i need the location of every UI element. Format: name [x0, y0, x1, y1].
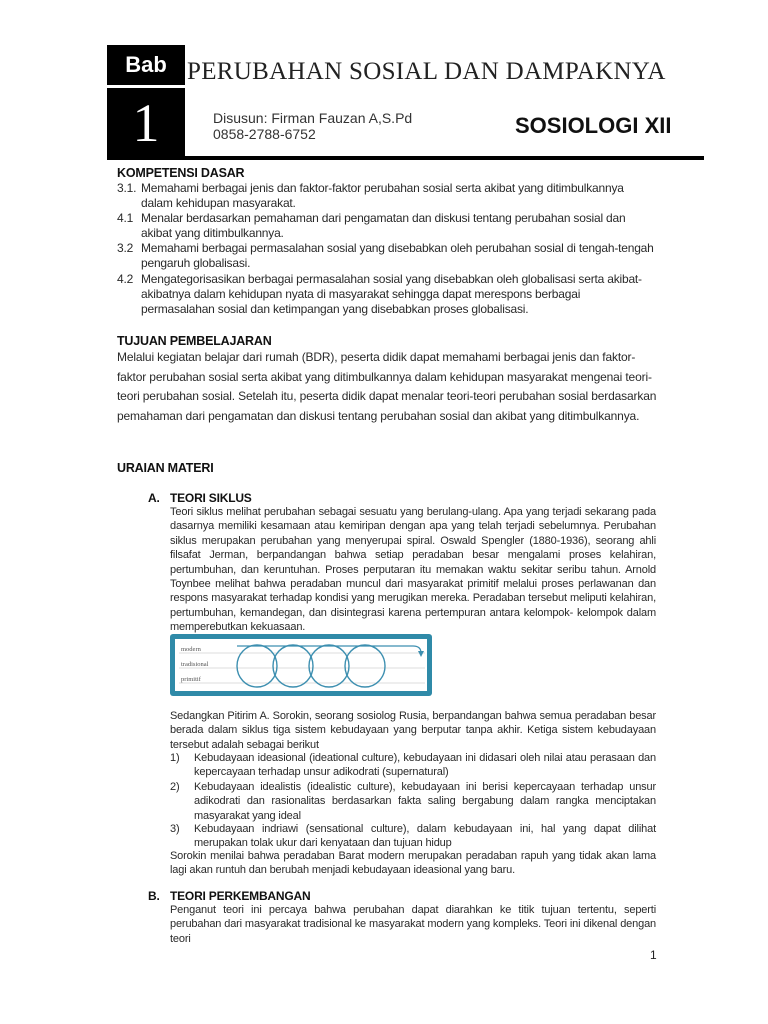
kd-line: Menalar berdasarkan pemahaman dari pengamatan dan diskusi tentang perubahan sosial dan: [141, 211, 626, 225]
section-b-paragraph-1: Penganut teori ini percaya bahwa perubahan dapat diarahkan ke titik tujuan tertentu, seperti perubahan dari masyarakat tradisional ke masyarakat modern yang kompleks. Teori ini dikenal dengan teori: [170, 904, 656, 945]
tujuan-line: teori perubahan sosial. Setelah itu, peserta didik dapat menalar teori-teori perubahan sosial berdasarkan: [117, 389, 657, 403]
cycle-diagram-panel: [175, 639, 427, 691]
kompetensi-title: KOMPETENSI DASAR: [117, 166, 245, 180]
kd-item: [117, 241, 657, 271]
section-a-paragraph-1: Teori siklus melihat perubahan sebagai sesuatu yang berulang-ulang. Apa yang terjadi sekarang pada dasarnya memiliki kesamaan atau kemiripan dengan apa yang telah terjadi sebelumnya. Perubahan siklus merupakan perubahan yang menyerupai spiral. Oswald Spengler (1880-1936), seorang ahli filsafat Jerman, berpandangan bahwa setiap peradaban besar mengalami proses kelahiran, pertumbuhan, dan keruntuhan. Proses perputaran itu memakan waktu sekitar seribu tahun. Arnold Toynbee melihat bahwa peradaban muncul dari masyarakat primitif melalui proses perlawanan dan respons masyarakat terhadap kondisi yang merugikan mereka. Peradaban tersebut meliputi kelahiran, pertumbuhan, kemandegan, dan disintegrasi karena pertempuran antara kelompok- kelompok dalam memperebutkan kekuasaan.: [170, 506, 656, 634]
section-b-letter: B.: [148, 889, 160, 903]
section-a-letter: A.: [148, 491, 160, 505]
kd-line: pengaruh globalisasi.: [141, 255, 251, 270]
tujuan-line: pemahaman dari pengamatan dan diskusi tentang perubahan sosial dan akibat yang ditimbulkannya.: [117, 408, 640, 423]
kd-number: 4.2: [117, 272, 134, 286]
subject-title: SOSIOLOGI XII: [515, 113, 672, 138]
list-text: Kebudayaan idealistis (idealistic culture), kebudayaan ini berisi kepercayaan terhadap unsur adikodrati dan rasionalitas berdasarkan fakta saling bergabung dalam rangka menciptakan masyarakat yang ideal: [194, 781, 656, 822]
cycle-loop: [237, 645, 277, 687]
kd-line: Memahami berbagai permasalahan sosial yang disebabkan oleh perubahan sosial di tengah-tengah: [141, 241, 654, 255]
diagram-label-modern: modern: [181, 646, 201, 653]
list-item: [170, 822, 656, 851]
page-number: 1: [650, 948, 657, 962]
tujuan-line: faktor perubahan sosial serta akibat yang ditimbulkannya dalam kehidupan masyarakat mengenai teori-: [117, 369, 652, 384]
kd-number: 3.2: [117, 241, 134, 255]
bab-label: Bab: [125, 52, 167, 77]
kd-number: 3.1.: [117, 181, 137, 195]
kd-line: akibatnya dalam kehidupan nyata di masyarakat sehingga dapat merespons berbagai: [141, 286, 581, 301]
list-number: 1): [170, 752, 180, 764]
kd-item: [117, 211, 657, 241]
chapter-number-box: [107, 88, 185, 158]
cycle-diagram: [170, 634, 432, 696]
kd-line: akibat yang ditimbulkannya.: [141, 225, 284, 240]
kd-line: permasalahan sosial dan ketimpangan yang disebabkan proses globalisasi.: [141, 301, 529, 316]
list-number: 2): [170, 781, 180, 793]
spiral-cycle-graphic: [175, 639, 427, 691]
list-item: [170, 780, 656, 823]
arrow-down-icon: [418, 651, 424, 657]
author-line: Disusun: Firman Fauzan A,S.Pd: [213, 110, 413, 126]
cycle-loop: [309, 645, 349, 687]
tujuan-title: TUJUAN PEMBELAJARAN: [117, 334, 272, 348]
cycle-loop: [345, 645, 385, 687]
chapter-number: 1: [132, 93, 160, 153]
kd-item: [117, 181, 657, 211]
kd-line: Mengategorisasikan berbagai permasalahan sosial yang disebabkan oleh globalisasi serta akibat-: [141, 272, 642, 286]
kd-number: 4.1: [117, 211, 134, 225]
header-divider: [107, 156, 704, 160]
phone-line: 0858-2788-6752: [213, 126, 316, 142]
diagram-label-tradisional: tradisional: [181, 661, 209, 668]
kd-line: dalam kehidupan masyarakat.: [141, 195, 296, 210]
cycle-loop: [273, 645, 313, 687]
uraian-title: URAIAN MATERI: [117, 461, 214, 475]
chapter-title: PERUBAHAN SOSIAL DAN DAMPAKNYA: [187, 58, 666, 85]
list-text: Kebudayaan indriawi (sensational culture), dalam kebudayaan ini, hal yang dapat dilihat merupakan tolak ukur dari kenyataan dan tujuan hidup: [194, 823, 656, 850]
list-number: 3): [170, 823, 180, 835]
list-item: [170, 751, 656, 780]
section-a-paragraph-3: Sorokin menilai bahwa peradaban Barat modern merupakan peradaban rapuh yang tidak akan lama lagi akan runtuh dan berubah menjadi kebudayaan ideasional yang baru.: [170, 850, 656, 877]
section-a-title: TEORI SIKLUS: [170, 491, 252, 505]
bab-label-box: [107, 45, 185, 85]
section-b-title: TEORI PERKEMBANGAN: [170, 889, 311, 903]
diagram-label-primitif: primitif: [181, 676, 201, 683]
tujuan-paragraph: [117, 348, 677, 426]
list-text: Kebudayaan ideasional (ideational culture), kebudayaan ini didasari oleh nilai atau perasaan dan kepercayaan terhadap unsur adikodrati (supernatural): [194, 752, 656, 779]
section-a-paragraph-2: Sedangkan Pitirim A. Sorokin, seorang sosiolog Rusia, berpandangan bahwa semua peradaban besar berada dalam siklus tiga sistem kebudayaan yang berputar tanpa akhir. Ketiga sistem kebudayaan tersebut adalah sebagai berikut: [170, 710, 656, 751]
tujuan-line: Melalui kegiatan belajar dari rumah (BDR), peserta didik dapat memahami berbagai jenis dan faktor-: [117, 350, 636, 364]
kd-item: [117, 272, 657, 316]
kd-line: Memahami berbagai jenis dan faktor-faktor perubahan sosial serta akibat yang ditimbulkannya: [141, 181, 624, 195]
